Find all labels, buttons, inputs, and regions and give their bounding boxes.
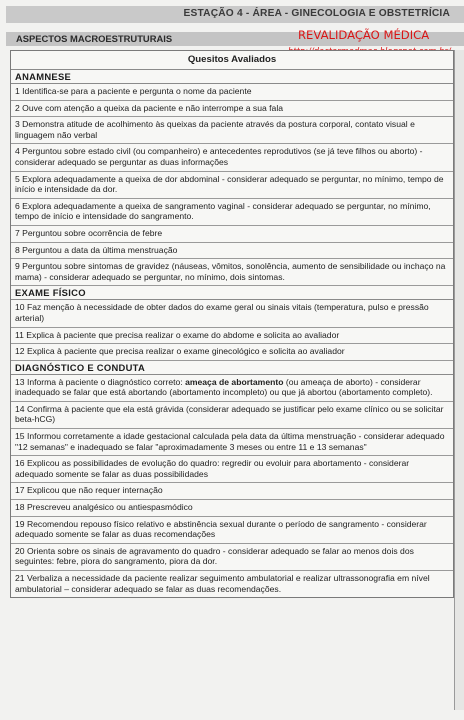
criterion-row: [11, 483, 453, 500]
criterion-row: [11, 344, 453, 361]
evaluation-table: [10, 50, 454, 598]
criterion-text: 11 Explica à paciente que precisa realizar o exame do abdome e solicita ao avaliador: [15, 329, 340, 340]
criterion-text: 12 Explica à paciente que precisa realizar o exame ginecológico e solicita ao avaliador: [15, 346, 345, 357]
criterion-text: 14 Confirma à paciente que ela está grávida (considerar adequado se justificar pelo exame clínico ou se solicitar beta-hCG): [15, 403, 444, 425]
criterion-row: [11, 517, 453, 544]
criterion-text: 19 Recomendou repouso físico relativo e abstinência sexual durante o período de sangramento - considerar adequado somente se falar as duas recomendações: [15, 518, 427, 540]
criterion-row: [11, 84, 453, 101]
criterion-row: [11, 375, 453, 402]
criterion-text: (ou ameaça de aborto) - considerar inadequado se falar que está abortando (abortamento incompleto) ou que já abortou (abortamento completo).: [15, 376, 433, 398]
criterion-text: 6 Explora adequadamente a queixa de sangramento vaginal - considerar adequado se perguntar, no mínimo, tempo de início e intensidade do sangramento.: [15, 200, 431, 222]
criterion-text: 5 Explora adequadamente a queixa de dor abdominal - considerar adequado se perguntar, no mínimo, tempo de início e intensidade da dor.: [15, 173, 444, 195]
criterion-text: 4 Perguntou sobre estado civil (ou companheiro) e antecedentes reprodutivos (se já teve filhos ou aborto) - considerar adequado se perguntar as duas informações: [15, 146, 423, 167]
section-title: DIAGNÓSTICO E CONDUTA: [11, 361, 453, 375]
criterion-row: [11, 300, 453, 327]
criterion-text: 16 Explicou as possibilidades de evolução do quadro: regredir ou evoluir para abortamento - considerar adequado somente se falar as duas possibilidades: [15, 458, 410, 479]
criterion-row: [11, 402, 453, 429]
score-column-edge: [454, 50, 464, 710]
criterion-text: 7 Perguntou sobre ocorrência de febre: [15, 227, 163, 238]
criterion-text: 13 Informa à paciente o diagnóstico correto:: [15, 376, 186, 387]
criterion-text: 18 Prescreveu analgésico ou antiespasmódico: [15, 502, 193, 513]
criterion-row: [11, 172, 453, 199]
criterion-text: 1 Identifica-se para a paciente e pergunta o nome da paciente: [15, 86, 252, 96]
criterion-row: [11, 544, 453, 571]
criterion-row: [11, 226, 453, 243]
section-title: EXAME FÍSICO: [11, 286, 453, 300]
station-header-bar: [6, 6, 464, 23]
criterion-text: ameaça de abortamento: [185, 376, 284, 387]
criterion-text: 15 Informou corretamente a idade gestacional calculada pela data da última menstruação - considerar adequado "12 semanas" e inadequado se falar "aproximadamente 3 meses ou entre 11 e 13 semanas": [15, 431, 445, 452]
criterion-row: [11, 259, 453, 286]
criterion-row: [11, 328, 453, 345]
criterion-row: [11, 144, 453, 171]
criterion-text: 3 Demonstra atitude de acolhimento às queixas da paciente através da postura corporal, contato visual e linguagem não verbal: [15, 119, 415, 140]
criterion-row: [11, 243, 453, 260]
criterion-text: 20 Orienta sobre os sinais de agravamento do quadro - considerar adequado se falar ao menos dois dos seguintes: febre, piora do sangramento, piora da dor.: [15, 545, 414, 567]
aspects-label: ASPECTOS MACROESTRUTURAIS: [16, 33, 173, 44]
criterion-row: [11, 101, 453, 118]
criterion-row: [11, 571, 453, 597]
criterion-text: 21 Verbaliza a necessidade da paciente realizar seguimento ambulatorial e realizar ultrassonografia em nível ambulatorial – considerar adequado se falar as duas recomendações.: [15, 573, 430, 594]
criterion-text: 10 Faz menção à necessidade de obter dados do exame geral ou sinais vitais (temperatura, pulso e pressão arterial): [15, 302, 429, 323]
section-title: ANAMNESE: [11, 70, 453, 84]
criterion-text: 2 Ouve com atenção a queixa da paciente e não interrompe a sua fala: [15, 102, 284, 113]
criterion-row: [11, 199, 453, 226]
criterion-row: [11, 500, 453, 517]
criterion-text: 8 Perguntou a data da última menstruação: [15, 244, 178, 255]
station-title: ESTAÇÃO 4 - ÁREA - GINECOLOGIA E OBSTETRÍCIA: [183, 8, 450, 19]
criterion-row: [11, 117, 453, 144]
criterion-text: 9 Perguntou sobre sintomas de gravidez (náuseas, vômitos, sonolência, aumento de sensibilidade ou inchaço na mama) - considerar adequado se perguntar, no mínimo, dois sintomas.: [15, 261, 446, 282]
column-header: Quesitos Avaliados: [11, 51, 453, 70]
criterion-row: [11, 456, 453, 483]
criterion-text: 17 Explicou que não requer internação: [15, 485, 163, 496]
criterion-row: [11, 429, 453, 456]
watermark-title: REVALIDAÇÃO MÉDICA: [298, 28, 430, 42]
